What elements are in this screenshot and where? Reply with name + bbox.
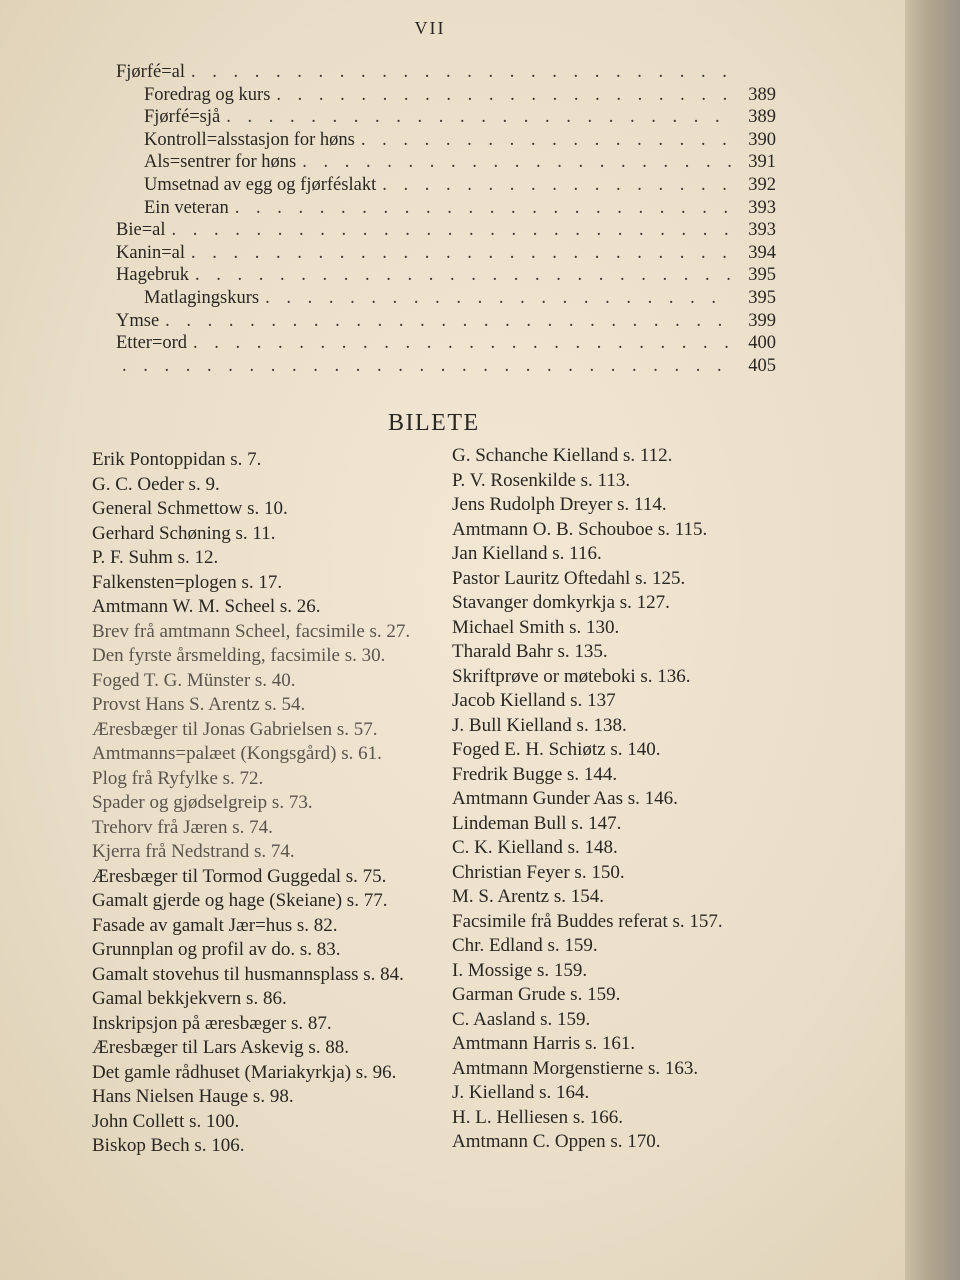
picture-list-item: Spader og gjødselgreip s. 73. xyxy=(92,792,313,813)
picture-list-item: Grunnplan og profil av do. s. 83. xyxy=(92,939,341,960)
picture-list-item: Foged T. G. Münster s. 40. xyxy=(92,669,296,691)
toc-entry xyxy=(116,62,776,85)
toc-entry-title: Fjørfé=al xyxy=(116,62,185,82)
picture-list-item: Stavanger domkyrkja s. 127. xyxy=(452,592,670,613)
toc-leader-dots xyxy=(193,333,734,354)
toc-entry xyxy=(116,311,776,334)
picture-list-item: Inskripsjon på æresbæger s. 87. xyxy=(92,1012,332,1034)
picture-list-item: Fasade av gamalt Jær=hus s. 82. xyxy=(92,914,338,936)
picture-list-item: J. Kielland s. 164. xyxy=(452,1082,590,1103)
toc-entry-page: 392 xyxy=(748,174,776,195)
picture-list-item: Amtmanns=palæet (Kongsgård) s. 61. xyxy=(92,743,382,764)
toc-leader-dots xyxy=(265,288,734,309)
picture-list-item: P. F. Suhm s. 12. xyxy=(92,547,219,568)
toc-entry-page: 390 xyxy=(748,129,776,150)
toc-entry xyxy=(116,152,776,175)
picture-list-item: Amtmann Gunder Aas s. 146. xyxy=(452,788,678,809)
picture-list-item: M. S. Arentz s. 154. xyxy=(452,886,604,907)
picture-list-item: Amtmann O. B. Schouboe s. 115. xyxy=(452,518,708,540)
picture-list-item: Tharald Bahr s. 135. xyxy=(452,641,608,662)
toc-entry xyxy=(116,198,776,221)
toc-entry xyxy=(116,243,776,266)
toc-entry xyxy=(116,265,776,288)
toc-entry-page: 391 xyxy=(748,152,776,173)
toc-leader-dots xyxy=(235,198,734,219)
picture-list-item: Michael Smith s. 130. xyxy=(452,616,620,638)
picture-list-item: G. Schanche Kielland s. 112. xyxy=(452,445,673,466)
toc-entry-page: 395 xyxy=(748,287,776,308)
picture-list-item: Jan Kielland s. 116. xyxy=(452,543,602,564)
toc-entry-title: Bie=al xyxy=(116,220,166,241)
pictures-list-right xyxy=(452,444,802,1155)
picture-list-item: John Collett s. 100. xyxy=(92,1110,240,1132)
picture-list-item: Jens Rudolph Dreyer s. 114. xyxy=(452,494,667,515)
picture-list-item: Facsimile frå Buddes referat s. 157. xyxy=(452,910,723,932)
toc-entry xyxy=(116,107,776,130)
picture-list-item: Christian Feyer s. 150. xyxy=(452,861,625,883)
toc-entry xyxy=(116,356,776,379)
picture-list-item: Brev frå amtmann Scheel, facsimile s. 27. xyxy=(92,620,411,642)
toc-entry-title: Als=sentrer for høns xyxy=(144,152,297,173)
toc-entry-page: 389 xyxy=(748,107,776,128)
toc-entry xyxy=(116,333,776,356)
toc-leader-dots xyxy=(165,311,734,332)
toc-entry xyxy=(116,175,776,198)
toc-leader-dots xyxy=(302,152,734,173)
toc-entry-title: Etter=ord xyxy=(116,333,188,354)
page-edge xyxy=(905,0,960,1280)
toc-entry-page: 389 xyxy=(748,84,776,105)
toc-leader-dots xyxy=(171,220,734,241)
toc-entry-page: 393 xyxy=(748,220,776,241)
toc-leader-dots xyxy=(191,62,734,83)
picture-list-item: Den fyrste årsmelding, facsimile s. 30. xyxy=(92,645,386,666)
picture-list-item: Gamalt gjerde og hage (Skeiane) s. 77. xyxy=(92,890,388,911)
picture-list-item: Plog frå Ryfylke s. 72. xyxy=(92,767,264,789)
picture-list-item: Biskop Bech s. 106. xyxy=(92,1135,245,1156)
table-of-contents xyxy=(116,62,776,378)
toc-entry xyxy=(116,288,776,311)
toc-leader-dots xyxy=(361,130,734,151)
picture-list-item: P. V. Rosenkilde s. 113. xyxy=(452,469,631,491)
toc-entry-page: 399 xyxy=(748,310,776,331)
toc-leader-dots xyxy=(226,107,734,128)
toc-entry-page: 395 xyxy=(748,265,776,286)
toc-entry-title: Fjørfé=sjå xyxy=(144,107,221,128)
picture-list-item: Falkensten=plogen s. 17. xyxy=(92,571,283,593)
picture-list-item: Lindeman Bull s. 147. xyxy=(452,812,622,834)
picture-list-item: Gamal bekkjekvern s. 86. xyxy=(92,988,287,1009)
toc-entry-title: Foredrag og kurs xyxy=(144,84,271,105)
picture-list-item: Chr. Edland s. 159. xyxy=(452,935,598,956)
toc-entry-title: Ymse xyxy=(116,310,160,331)
picture-list-item: Det gamle rådhuset (Mariakyrkja) s. 96. xyxy=(92,1061,397,1083)
toc-entry-page: 394 xyxy=(748,242,776,263)
picture-list-item: Amtmann Harris s. 161. xyxy=(452,1033,636,1054)
picture-list-item: I. Mossige s. 159. xyxy=(452,959,588,981)
section-heading: BILETE xyxy=(388,410,480,436)
toc-entry xyxy=(116,130,776,153)
picture-list-item: C. K. Kielland s. 148. xyxy=(452,837,618,858)
toc-entry-title: Kanin=al xyxy=(116,242,185,263)
toc-entry-title: Ein veteran xyxy=(144,197,229,218)
toc-entry-title: Umsetnad av egg og fjørféslakt xyxy=(144,174,377,195)
page-number: VII xyxy=(414,18,446,38)
toc-entry-page: 393 xyxy=(748,197,776,218)
toc-leader-dots xyxy=(191,243,734,264)
picture-list-item: Garman Grude s. 159. xyxy=(452,984,621,1005)
toc-leader-dots xyxy=(122,356,734,377)
toc-entry-page: 400 xyxy=(748,333,776,354)
picture-list-item: Fredrik Bugge s. 144. xyxy=(452,763,618,785)
picture-list-item: Jacob Kielland s. 137 xyxy=(452,690,616,711)
picture-list-item: Erik Pontoppidan s. 7. xyxy=(92,449,262,470)
toc-entry xyxy=(116,85,776,108)
picture-list-item: Pastor Lauritz Oftedahl s. 125. xyxy=(452,567,686,589)
picture-list-item: Trehorv frå Jæren s. 74. xyxy=(92,816,273,838)
picture-list-item: Amtmann C. Oppen s. 170. xyxy=(452,1131,661,1152)
picture-list-item: Skriftprøve or møteboki s. 136. xyxy=(452,665,691,687)
picture-list-item: Amtmann W. M. Scheel s. 26. xyxy=(92,596,321,617)
picture-list-item: Amtmann Morgenstierne s. 163. xyxy=(452,1057,699,1079)
picture-list-item: Hans Nielsen Hauge s. 98. xyxy=(92,1086,294,1107)
toc-leader-dots xyxy=(195,265,734,286)
picture-list-item: Gerhard Schøning s. 11. xyxy=(92,522,276,544)
toc-entry-title: Kontroll=alsstasjon for høns xyxy=(144,129,355,150)
toc-leader-dots xyxy=(382,175,734,196)
pictures-list-left xyxy=(92,448,442,1159)
picture-list-item: H. L. Helliesen s. 166. xyxy=(452,1106,623,1128)
toc-entry-title: Matlagingskurs xyxy=(144,287,260,308)
picture-list-item: General Schmettow s. 10. xyxy=(92,498,288,519)
picture-list-item: Æresbæger til Lars Askevig s. 88. xyxy=(92,1037,350,1058)
picture-list-item: C. Aasland s. 159. xyxy=(452,1008,591,1030)
toc-entry-title: Hagebruk xyxy=(116,265,189,286)
toc-entry-page: 405 xyxy=(748,355,776,376)
picture-list-item: Provst Hans S. Arentz s. 54. xyxy=(92,694,306,715)
picture-list-item: J. Bull Kielland s. 138. xyxy=(452,714,627,736)
picture-list-item: Gamalt stovehus til husmannsplass s. 84. xyxy=(92,963,404,985)
picture-list-item: Kjerra frå Nedstrand s. 74. xyxy=(92,841,295,862)
picture-list-item: Æresbæger til Jonas Gabrielsen s. 57. xyxy=(92,718,378,740)
toc-entry xyxy=(116,220,776,243)
picture-list-item: Foged E. H. Schiøtz s. 140. xyxy=(452,739,661,760)
picture-list-item: Æresbæger til Tormod Guggedal s. 75. xyxy=(92,865,387,887)
picture-list-item: G. C. Oeder s. 9. xyxy=(92,473,220,495)
toc-leader-dots xyxy=(276,85,734,106)
